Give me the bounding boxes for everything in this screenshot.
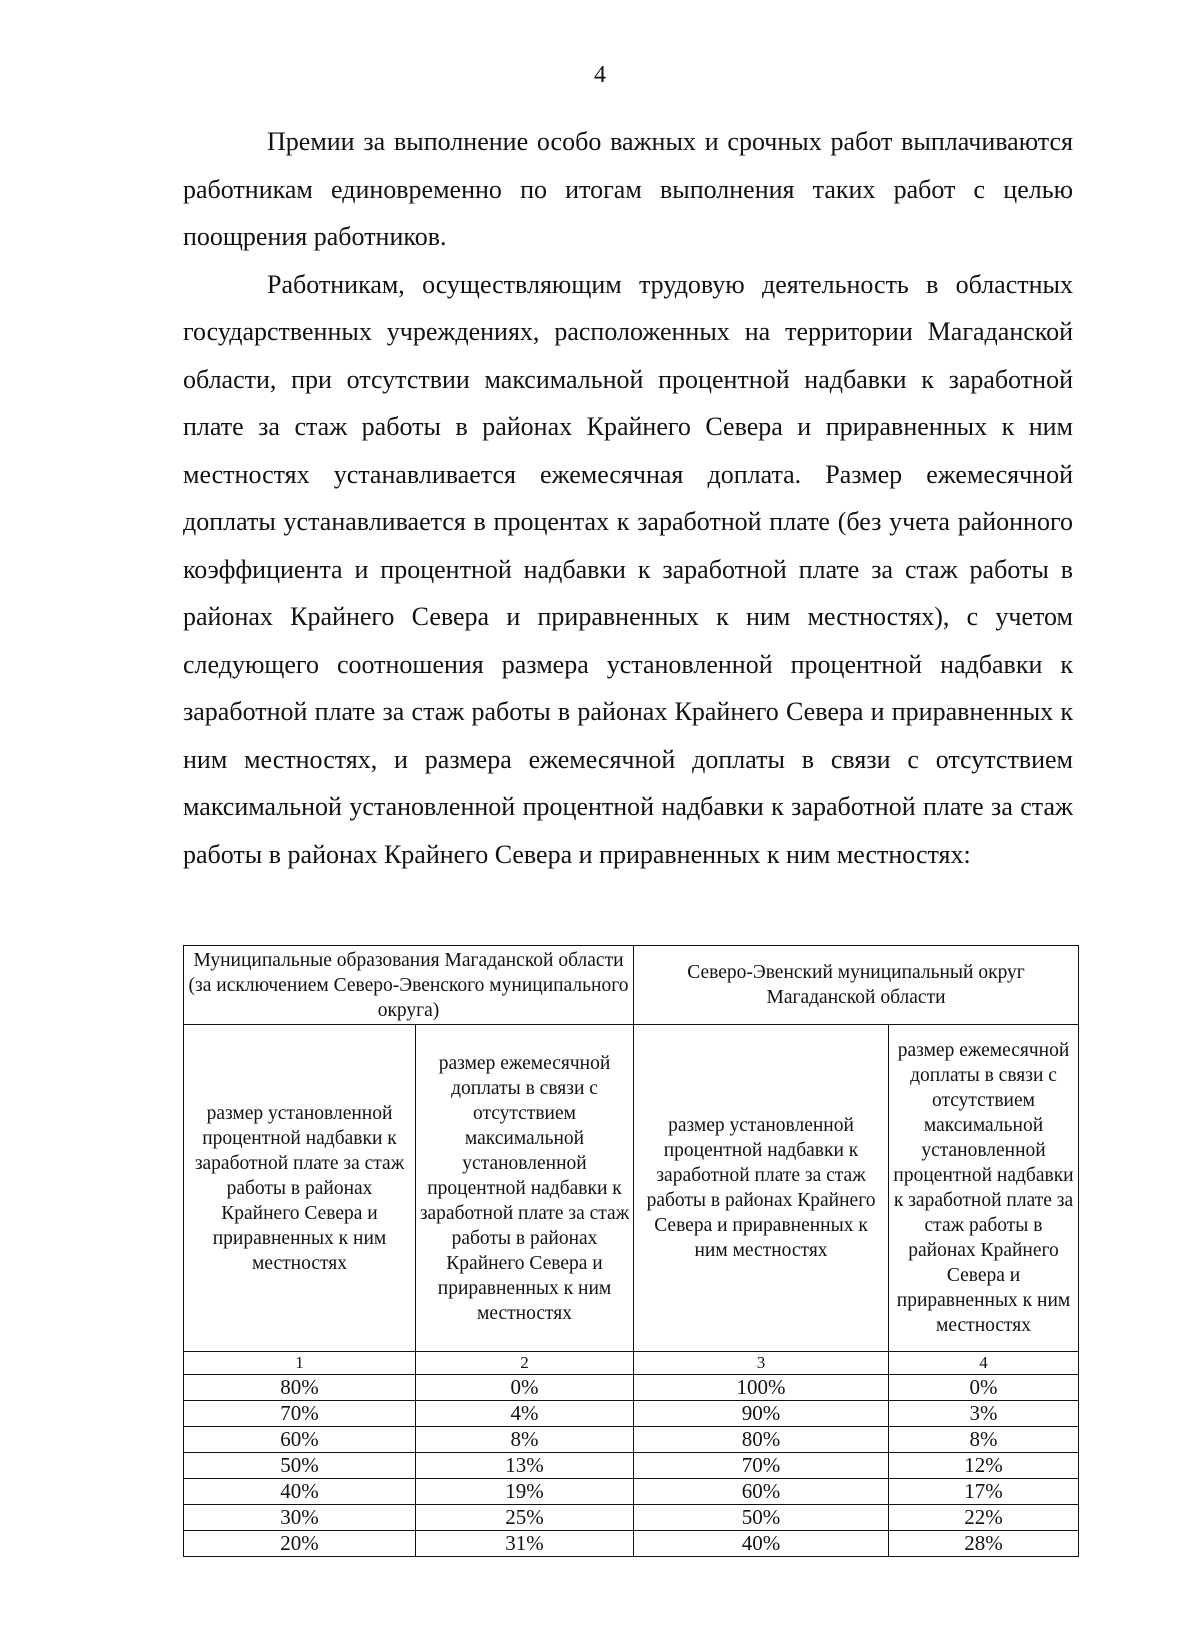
- table-column-header-row: [184, 1025, 1079, 1352]
- column-number: 3: [634, 1352, 889, 1375]
- table-cell: 30%: [184, 1505, 416, 1531]
- column-header-2: размер ежемесячной доплаты в связи с отсутствием максимальной установленной процентной надбавки к заработной плате за стаж работы в районах Крайнего Севера и приравненных к ним местностях: [416, 1025, 634, 1352]
- table-cell: 60%: [184, 1427, 416, 1453]
- table-cell: 80%: [184, 1375, 416, 1401]
- table-cell: 70%: [634, 1453, 889, 1479]
- group-header-magadan-municipalities: Муниципальные образования Магаданской области (за исключением Северо-Эвенского муниципального округа): [184, 946, 634, 1025]
- table-cell: 90%: [634, 1401, 889, 1427]
- column-number: 1: [184, 1352, 416, 1375]
- column-number: 2: [416, 1352, 634, 1375]
- table-row: [184, 1531, 1079, 1557]
- table-cell: 50%: [184, 1453, 416, 1479]
- body-text: [183, 118, 1073, 878]
- table-cell: 13%: [416, 1453, 634, 1479]
- page-number: 4: [594, 62, 606, 88]
- paragraph-premiums: Премии за выполнение особо важных и срочных работ выплачиваются работникам единовременно по итогам выполнения таких работ с целью поощрения работников.: [183, 127, 1073, 251]
- table-cell: 17%: [889, 1479, 1079, 1505]
- table-cell: 22%: [889, 1505, 1079, 1531]
- table-cell: 40%: [184, 1479, 416, 1505]
- table-cell: 70%: [184, 1401, 416, 1427]
- table-cell: 8%: [889, 1427, 1079, 1453]
- table-row: [184, 1453, 1079, 1479]
- column-header-1: размер установленной процентной надбавки к заработной плате за стаж работы в районах Крайнего Севера и приравненных к ним местностях: [184, 1025, 416, 1352]
- table-cell: 31%: [416, 1531, 634, 1557]
- paragraph-monthly-supplement: Работникам, осуществляющим трудовую деятельность в областных государственных учреждениях, расположенных на территории Магаданской области, при отсутствии максимальной процентной надбавки к заработной плате за стаж работы в районах Крайнего Севера и приравненных к ним местностях устанавливается ежемесячная доплата. Размер ежемесячной доплаты устанавливается в процентах к заработной плате (без учета районного коэффициента и процентной надбавки к заработной плате за стаж работы в районах Крайнего Севера и приравненных к ним местностях), с учетом следующего соотношения размера установленной процентной надбавки к заработной плате за стаж работы в районах Крайнего Севера и приравненных к ним местностях, и размера ежемесячной доплаты в связи с отсутствием максимальной установленной процентной надбавки к заработной плате за стаж работы в районах Крайнего Севера и приравненных к ним местностях:: [183, 269, 1073, 869]
- table-cell: 50%: [634, 1505, 889, 1531]
- column-header-3: размер установленной процентной надбавки к заработной плате за стаж работы в районах Крайнего Севера и приравненных к ним местностях: [634, 1025, 889, 1352]
- table-cell: 19%: [416, 1479, 634, 1505]
- table-column-number-row: [184, 1352, 1079, 1375]
- table-cell: 25%: [416, 1505, 634, 1531]
- table-cell: 40%: [634, 1531, 889, 1557]
- table-cell: 8%: [416, 1427, 634, 1453]
- table-cell: 20%: [184, 1531, 416, 1557]
- table-cell: 3%: [889, 1401, 1079, 1427]
- table-cell: 4%: [416, 1401, 634, 1427]
- group-header-severo-evensky: Северо-Эвенский муниципальный округ Магаданской области: [634, 946, 1079, 1025]
- table-cell: 100%: [634, 1375, 889, 1401]
- column-header-4: размер ежемесячной доплаты в связи с отсутствием максимальной установленной процентной надбавки к заработной плате за стаж работы в районах Крайнего Севера и приравненных к ним местностях: [889, 1025, 1079, 1352]
- table-row: [184, 1401, 1079, 1427]
- column-number: 4: [889, 1352, 1079, 1375]
- table-cell: 0%: [416, 1375, 634, 1401]
- table-row: [184, 1375, 1079, 1401]
- supplement-table: [183, 945, 1079, 1557]
- table-cell: 28%: [889, 1531, 1079, 1557]
- table-cell: 80%: [634, 1427, 889, 1453]
- table-cell: 0%: [889, 1375, 1079, 1401]
- table-cell: 12%: [889, 1453, 1079, 1479]
- table-group-header-row: [184, 946, 1079, 1025]
- table-row: [184, 1427, 1079, 1453]
- table-row: [184, 1479, 1079, 1505]
- table-cell: 60%: [634, 1479, 889, 1505]
- table-row: [184, 1505, 1079, 1531]
